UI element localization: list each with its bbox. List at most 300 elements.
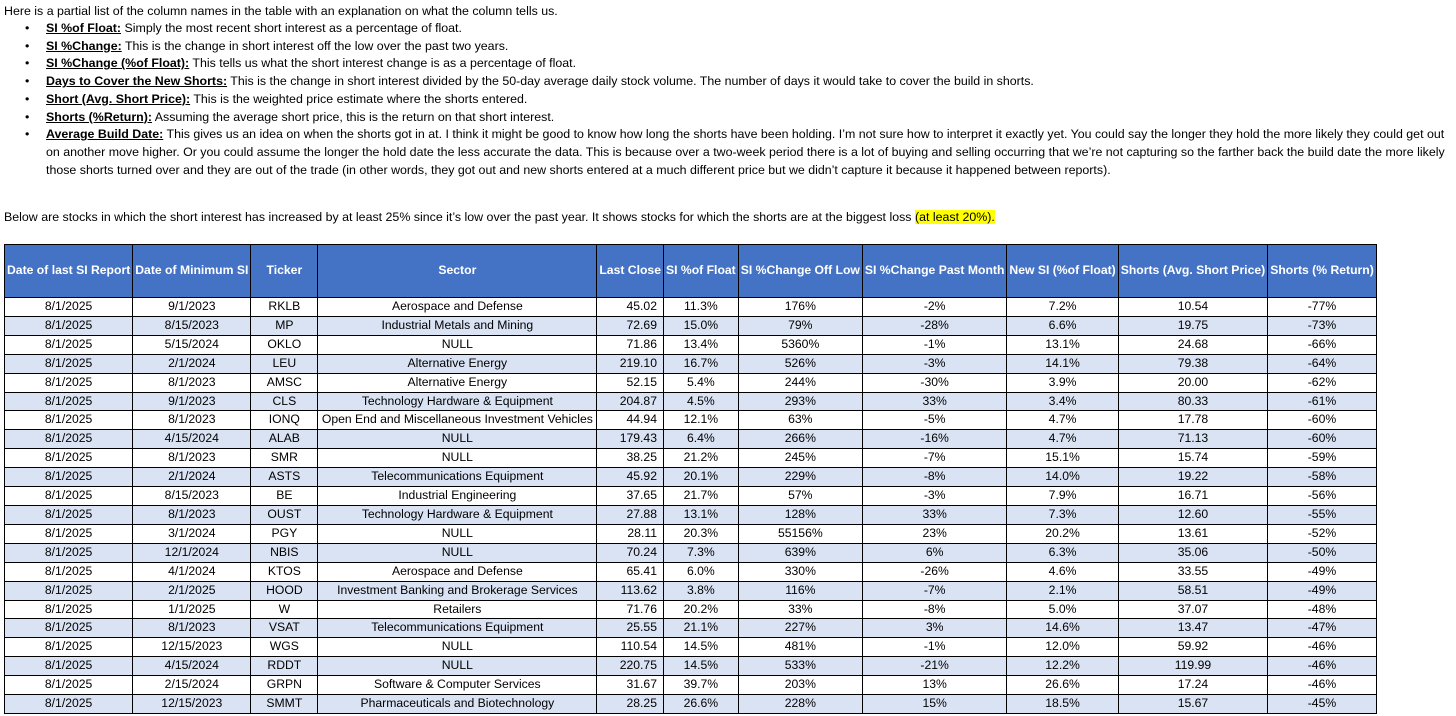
cell-si-float: 6.4% <box>663 430 738 449</box>
cell-ticker: OKLO <box>251 335 318 354</box>
cell-ticker: NBIS <box>251 543 318 562</box>
cell-si-change-off-low: 639% <box>738 543 862 562</box>
cell-last-si-date: 8/1/2025 <box>5 449 133 468</box>
cell-si-change-off-low: 57% <box>738 487 862 506</box>
definition-item <box>0 38 1456 56</box>
cell-si-float: 7.3% <box>663 543 738 562</box>
table-row <box>5 562 1377 581</box>
cell-last-si-date: 8/1/2025 <box>5 562 133 581</box>
cell-avg-short-price: 12.60 <box>1118 505 1267 524</box>
col-header-sector: Sector <box>318 245 597 298</box>
cell-min-si-date: 12/15/2023 <box>133 638 251 657</box>
cell-si-change-off-low: 128% <box>738 505 862 524</box>
cell-sector: Technology Hardware & Equipment <box>318 505 597 524</box>
cell-last-si-date: 8/1/2025 <box>5 619 133 638</box>
table-intro-text: Below are stocks in which the short interest has increased by at least 25% since it’s low over the past year. It shows stocks for which the shorts are at the biggest loss <box>4 210 915 224</box>
cell-si-change-past-month: -21% <box>862 657 1007 676</box>
cell-min-si-date: 4/1/2024 <box>133 562 251 581</box>
cell-si-change-off-low: 227% <box>738 619 862 638</box>
cell-avg-short-price: 17.24 <box>1118 676 1267 695</box>
table-row <box>5 430 1377 449</box>
cell-short-return: -49% <box>1268 581 1377 600</box>
col-header-min-si-date: Date of Minimum SI <box>133 245 251 298</box>
table-row <box>5 411 1377 430</box>
definition-text: This is the weighted price estimate where the shorts entered. <box>190 91 528 106</box>
intro-text: Here is a partial list of the column names in the table with an explanation on what the column tells us. <box>4 4 558 18</box>
table-row <box>5 543 1377 562</box>
table-row <box>5 676 1377 695</box>
cell-short-return: -61% <box>1268 392 1377 411</box>
cell-si-float: 21.1% <box>663 619 738 638</box>
cell-si-change-past-month: -28% <box>862 316 1007 335</box>
cell-short-return: -62% <box>1268 373 1377 392</box>
cell-avg-short-price: 13.61 <box>1118 524 1267 543</box>
cell-si-change-past-month: -2% <box>862 298 1007 317</box>
cell-si-float: 21.2% <box>663 449 738 468</box>
table-row <box>5 316 1377 335</box>
cell-si-change-off-low: 266% <box>738 430 862 449</box>
definition-item <box>0 91 1456 109</box>
cell-si-float: 13.1% <box>663 505 738 524</box>
cell-avg-short-price: 59.92 <box>1118 638 1267 657</box>
cell-sector: Software & Computer Services <box>318 676 597 695</box>
cell-new-si: 6.6% <box>1007 316 1118 335</box>
cell-si-change-off-low: 203% <box>738 676 862 695</box>
cell-last-close: 38.25 <box>597 449 664 468</box>
cell-ticker: GRPN <box>251 676 318 695</box>
cell-new-si: 2.1% <box>1007 581 1118 600</box>
cell-avg-short-price: 15.67 <box>1118 695 1267 714</box>
cell-si-change-past-month: 15% <box>862 695 1007 714</box>
cell-new-si: 15.1% <box>1007 449 1118 468</box>
cell-new-si: 26.6% <box>1007 676 1118 695</box>
cell-si-change-past-month: 13% <box>862 676 1007 695</box>
cell-min-si-date: 8/1/2023 <box>133 449 251 468</box>
cell-last-close: 25.55 <box>597 619 664 638</box>
cell-last-close: 72.69 <box>597 316 664 335</box>
cell-short-return: -73% <box>1268 316 1377 335</box>
cell-last-si-date: 8/1/2025 <box>5 411 133 430</box>
cell-last-close: 204.87 <box>597 392 664 411</box>
cell-last-si-date: 8/1/2025 <box>5 638 133 657</box>
cell-last-si-date: 8/1/2025 <box>5 298 133 317</box>
definition-text: This is the change in short interest divided by the 50-day average daily stock volume. The number of days it would take to cover the build in shorts. <box>227 74 1034 89</box>
bullet-icon: • <box>25 91 30 106</box>
cell-new-si: 14.1% <box>1007 354 1118 373</box>
cell-ticker: BE <box>251 487 318 506</box>
table-intro-paragraph <box>4 209 995 227</box>
cell-short-return: -77% <box>1268 298 1377 317</box>
cell-sector: Retailers <box>318 600 597 619</box>
definition-term: Shorts (%Return): <box>46 109 153 124</box>
cell-new-si: 7.9% <box>1007 487 1118 506</box>
cell-min-si-date: 2/15/2024 <box>133 676 251 695</box>
cell-last-si-date: 8/1/2025 <box>5 468 133 487</box>
cell-avg-short-price: 19.22 <box>1118 468 1267 487</box>
cell-ticker: OUST <box>251 505 318 524</box>
cell-new-si: 18.5% <box>1007 695 1118 714</box>
table-row <box>5 487 1377 506</box>
definition-item <box>0 20 1456 38</box>
cell-si-change-off-low: 533% <box>738 657 862 676</box>
cell-si-change-off-low: 5360% <box>738 335 862 354</box>
cell-sector: Investment Banking and Brokerage Services <box>318 581 597 600</box>
table-row <box>5 638 1377 657</box>
cell-min-si-date: 8/15/2023 <box>133 487 251 506</box>
definition-item <box>0 73 1456 91</box>
cell-avg-short-price: 20.00 <box>1118 373 1267 392</box>
cell-min-si-date: 1/1/2025 <box>133 600 251 619</box>
cell-si-float: 26.6% <box>663 695 738 714</box>
cell-si-change-past-month: 6% <box>862 543 1007 562</box>
col-header-si-change-past-month: SI %Change Past Month <box>862 245 1007 298</box>
cell-min-si-date: 4/15/2024 <box>133 430 251 449</box>
col-header-ticker: Ticker <box>251 245 318 298</box>
cell-last-si-date: 8/1/2025 <box>5 695 133 714</box>
cell-short-return: -48% <box>1268 600 1377 619</box>
definition-term: Short (Avg. Short Price): <box>46 91 191 106</box>
cell-sector: NULL <box>318 524 597 543</box>
table-row <box>5 524 1377 543</box>
cell-ticker: AMSC <box>251 373 318 392</box>
cell-ticker: IONQ <box>251 411 318 430</box>
cell-ticker: SMR <box>251 449 318 468</box>
definition-term: SI %Change: <box>46 38 122 53</box>
col-header-si-float: SI %of Float <box>663 245 738 298</box>
cell-avg-short-price: 13.47 <box>1118 619 1267 638</box>
cell-si-change-off-low: 244% <box>738 373 862 392</box>
cell-ticker: ALAB <box>251 430 318 449</box>
cell-short-return: -52% <box>1268 524 1377 543</box>
cell-sector: Alternative Energy <box>318 354 597 373</box>
table-row <box>5 354 1377 373</box>
definition-item <box>0 126 1456 179</box>
cell-new-si: 13.1% <box>1007 335 1118 354</box>
cell-short-return: -58% <box>1268 468 1377 487</box>
cell-last-close: 110.54 <box>597 638 664 657</box>
cell-last-close: 27.88 <box>597 505 664 524</box>
cell-ticker: SMMT <box>251 695 318 714</box>
cell-si-change-off-low: 229% <box>738 468 862 487</box>
cell-short-return: -56% <box>1268 487 1377 506</box>
cell-si-float: 39.7% <box>663 676 738 695</box>
cell-ticker: VSAT <box>251 619 318 638</box>
cell-avg-short-price: 71.13 <box>1118 430 1267 449</box>
cell-last-close: 220.75 <box>597 657 664 676</box>
cell-min-si-date: 2/1/2024 <box>133 468 251 487</box>
table-row <box>5 657 1377 676</box>
cell-si-change-past-month: -1% <box>862 638 1007 657</box>
cell-si-change-past-month: -26% <box>862 562 1007 581</box>
cell-new-si: 12.0% <box>1007 638 1118 657</box>
bullet-icon: • <box>25 74 30 89</box>
definition-item <box>0 55 1456 73</box>
cell-si-change-past-month: -7% <box>862 449 1007 468</box>
cell-si-float: 6.0% <box>663 562 738 581</box>
table-row <box>5 392 1377 411</box>
cell-si-change-past-month: 3% <box>862 619 1007 638</box>
cell-last-close: 37.65 <box>597 487 664 506</box>
cell-min-si-date: 8/1/2023 <box>133 505 251 524</box>
cell-si-float: 14.5% <box>663 638 738 657</box>
cell-sector: Technology Hardware & Equipment <box>318 392 597 411</box>
cell-last-close: 219.10 <box>597 354 664 373</box>
cell-min-si-date: 3/1/2024 <box>133 524 251 543</box>
cell-si-change-off-low: 330% <box>738 562 862 581</box>
cell-si-change-past-month: -1% <box>862 335 1007 354</box>
highlighted-text: (at least 20%). <box>914 210 995 224</box>
cell-si-float: 14.5% <box>663 657 738 676</box>
table-row <box>5 298 1377 317</box>
cell-si-change-past-month: 23% <box>862 524 1007 543</box>
cell-sector: NULL <box>318 657 597 676</box>
cell-last-close: 70.24 <box>597 543 664 562</box>
cell-min-si-date: 5/15/2024 <box>133 335 251 354</box>
table-row <box>5 581 1377 600</box>
cell-sector: Aerospace and Defense <box>318 562 597 581</box>
cell-si-float: 11.3% <box>663 298 738 317</box>
cell-si-float: 20.1% <box>663 468 738 487</box>
cell-last-si-date: 8/1/2025 <box>5 543 133 562</box>
cell-new-si: 7.2% <box>1007 298 1118 317</box>
cell-si-change-past-month: -8% <box>862 468 1007 487</box>
definition-item <box>0 109 1456 127</box>
cell-new-si: 3.4% <box>1007 392 1118 411</box>
cell-ticker: RDDT <box>251 657 318 676</box>
cell-ticker: PGY <box>251 524 318 543</box>
table-row <box>5 335 1377 354</box>
definition-text: Assuming the average short price, this is the return on that short interest. <box>152 109 555 124</box>
cell-min-si-date: 8/15/2023 <box>133 316 251 335</box>
cell-new-si: 4.6% <box>1007 562 1118 581</box>
cell-sector: Alternative Energy <box>318 373 597 392</box>
cell-last-si-date: 8/1/2025 <box>5 524 133 543</box>
short-interest-table <box>4 244 1377 714</box>
cell-sector: NULL <box>318 449 597 468</box>
cell-ticker: WGS <box>251 638 318 657</box>
cell-si-change-off-low: 33% <box>738 600 862 619</box>
cell-last-si-date: 8/1/2025 <box>5 581 133 600</box>
cell-si-change-past-month: -5% <box>862 411 1007 430</box>
cell-last-si-date: 8/1/2025 <box>5 600 133 619</box>
cell-si-change-past-month: -3% <box>862 354 1007 373</box>
cell-avg-short-price: 19.75 <box>1118 316 1267 335</box>
cell-last-close: 179.43 <box>597 430 664 449</box>
cell-si-float: 16.7% <box>663 354 738 373</box>
cell-short-return: -50% <box>1268 543 1377 562</box>
cell-si-change-off-low: 481% <box>738 638 862 657</box>
cell-last-si-date: 8/1/2025 <box>5 354 133 373</box>
cell-new-si: 7.3% <box>1007 505 1118 524</box>
col-header-short-return: Shorts (% Return) <box>1268 245 1377 298</box>
cell-min-si-date: 8/1/2023 <box>133 373 251 392</box>
cell-si-float: 20.2% <box>663 600 738 619</box>
table-row <box>5 695 1377 714</box>
cell-si-change-past-month: -30% <box>862 373 1007 392</box>
cell-sector: Open End and Miscellaneous Investment Vehicles <box>318 411 597 430</box>
cell-last-si-date: 8/1/2025 <box>5 657 133 676</box>
table-body <box>5 298 1377 714</box>
cell-short-return: -46% <box>1268 657 1377 676</box>
cell-sector: NULL <box>318 430 597 449</box>
cell-min-si-date: 12/1/2024 <box>133 543 251 562</box>
cell-last-close: 45.92 <box>597 468 664 487</box>
cell-avg-short-price: 79.38 <box>1118 354 1267 373</box>
col-header-new-si: New SI (%of Float) <box>1007 245 1118 298</box>
cell-min-si-date: 8/1/2023 <box>133 619 251 638</box>
cell-ticker: CLS <box>251 392 318 411</box>
table-row <box>5 373 1377 392</box>
definition-term: Average Build Date: <box>46 127 164 142</box>
cell-ticker: W <box>251 600 318 619</box>
col-header-last-close: Last Close <box>597 245 664 298</box>
cell-last-si-date: 8/1/2025 <box>5 487 133 506</box>
cell-si-float: 21.7% <box>663 487 738 506</box>
col-header-last-si-date: Date of last SI Report <box>5 245 133 298</box>
cell-si-change-past-month: 33% <box>862 392 1007 411</box>
cell-last-si-date: 8/1/2025 <box>5 316 133 335</box>
cell-si-float: 4.5% <box>663 392 738 411</box>
cell-avg-short-price: 37.07 <box>1118 600 1267 619</box>
definition-text: Simply the most recent short interest as a percentage of float. <box>121 21 462 35</box>
cell-si-change-past-month: -16% <box>862 430 1007 449</box>
cell-sector: Industrial Metals and Mining <box>318 316 597 335</box>
cell-si-change-past-month: -3% <box>862 487 1007 506</box>
cell-si-change-off-low: 228% <box>738 695 862 714</box>
cell-new-si: 5.0% <box>1007 600 1118 619</box>
cell-ticker: LEU <box>251 354 318 373</box>
cell-si-float: 13.4% <box>663 335 738 354</box>
cell-last-close: 52.15 <box>597 373 664 392</box>
cell-si-change-off-low: 79% <box>738 316 862 335</box>
column-definitions-list <box>0 20 1456 179</box>
cell-last-close: 65.41 <box>597 562 664 581</box>
cell-short-return: -46% <box>1268 638 1377 657</box>
cell-sector: Pharmaceuticals and Biotechnology <box>318 695 597 714</box>
cell-new-si: 4.7% <box>1007 411 1118 430</box>
cell-avg-short-price: 15.74 <box>1118 449 1267 468</box>
definition-text: This gives us an idea on when the shorts got in at. I think it might be good to know how long the shorts have been holding. I’m not sure how to interpret it exactly yet. You could say the longer they hold the more likely they could get out on another move higher. Or you could assume the longer the hold date the less accurate the data. This is because over a two-week period there is a lot of buying and selling occurring that we’re not capturing so the farther back the build date the more likely those shorts turned over and they are out of the trade (in other words, they got out and new shorts entered at a much different price but we didn’t capture it because it happened between reports). <box>46 127 1445 177</box>
cell-last-si-date: 8/1/2025 <box>5 335 133 354</box>
cell-last-close: 28.11 <box>597 524 664 543</box>
cell-min-si-date: 9/1/2023 <box>133 392 251 411</box>
definition-term: SI %Change (%of Float): <box>46 56 190 71</box>
cell-short-return: -45% <box>1268 695 1377 714</box>
cell-sector: NULL <box>318 638 597 657</box>
bullet-icon: • <box>25 127 30 142</box>
cell-avg-short-price: 10.54 <box>1118 298 1267 317</box>
cell-last-close: 28.25 <box>597 695 664 714</box>
cell-new-si: 20.2% <box>1007 524 1118 543</box>
cell-last-close: 44.94 <box>597 411 664 430</box>
cell-sector: NULL <box>318 543 597 562</box>
cell-ticker: ASTS <box>251 468 318 487</box>
definition-text: This tells us what the short interest change is as a percentage of float. <box>189 56 577 71</box>
definition-text: This is the change in short interest off the low over the past two years. <box>121 38 509 53</box>
cell-new-si: 12.2% <box>1007 657 1118 676</box>
cell-min-si-date: 2/1/2024 <box>133 354 251 373</box>
cell-avg-short-price: 58.51 <box>1118 581 1267 600</box>
bullet-icon: • <box>25 56 30 71</box>
cell-min-si-date: 8/1/2023 <box>133 411 251 430</box>
definition-term: Days to Cover the New Shorts: <box>46 74 228 89</box>
cell-si-change-off-low: 293% <box>738 392 862 411</box>
cell-new-si: 14.6% <box>1007 619 1118 638</box>
cell-short-return: -55% <box>1268 505 1377 524</box>
cell-min-si-date: 2/1/2025 <box>133 581 251 600</box>
cell-new-si: 14.0% <box>1007 468 1118 487</box>
cell-short-return: -66% <box>1268 335 1377 354</box>
cell-avg-short-price: 35.06 <box>1118 543 1267 562</box>
table-row <box>5 600 1377 619</box>
cell-last-si-date: 8/1/2025 <box>5 430 133 449</box>
cell-short-return: -64% <box>1268 354 1377 373</box>
cell-sector: Aerospace and Defense <box>318 298 597 317</box>
cell-avg-short-price: 16.71 <box>1118 487 1267 506</box>
definition-term: SI %of Float: <box>46 21 122 35</box>
cell-sector: Telecommunications Equipment <box>318 619 597 638</box>
cell-min-si-date: 12/15/2023 <box>133 695 251 714</box>
cell-short-return: -60% <box>1268 411 1377 430</box>
cell-min-si-date: 4/15/2024 <box>133 657 251 676</box>
cell-si-change-off-low: 63% <box>738 411 862 430</box>
cell-avg-short-price: 80.33 <box>1118 392 1267 411</box>
cell-sector: NULL <box>318 335 597 354</box>
cell-si-float: 20.3% <box>663 524 738 543</box>
table-header-row <box>5 245 1377 298</box>
cell-avg-short-price: 24.68 <box>1118 335 1267 354</box>
cell-last-close: 71.76 <box>597 600 664 619</box>
cell-min-si-date: 9/1/2023 <box>133 298 251 317</box>
cell-last-close: 113.62 <box>597 581 664 600</box>
cell-ticker: KTOS <box>251 562 318 581</box>
table-row <box>5 468 1377 487</box>
cell-si-change-past-month: 33% <box>862 505 1007 524</box>
cell-last-close: 31.67 <box>597 676 664 695</box>
cell-new-si: 3.9% <box>1007 373 1118 392</box>
cell-ticker: HOOD <box>251 581 318 600</box>
cell-si-float: 15.0% <box>663 316 738 335</box>
cell-sector: Industrial Engineering <box>318 487 597 506</box>
cell-last-close: 71.86 <box>597 335 664 354</box>
cell-si-change-past-month: -7% <box>862 581 1007 600</box>
table-row <box>5 449 1377 468</box>
cell-new-si: 6.3% <box>1007 543 1118 562</box>
cell-short-return: -47% <box>1268 619 1377 638</box>
cell-si-change-off-low: 55156% <box>738 524 862 543</box>
cell-si-change-off-low: 176% <box>738 298 862 317</box>
cell-short-return: -49% <box>1268 562 1377 581</box>
cell-si-change-off-low: 245% <box>738 449 862 468</box>
cell-si-change-past-month: -8% <box>862 600 1007 619</box>
bullet-icon: • <box>25 21 30 35</box>
cell-si-change-off-low: 116% <box>738 581 862 600</box>
cell-avg-short-price: 119.99 <box>1118 657 1267 676</box>
table-row <box>5 505 1377 524</box>
cell-avg-short-price: 17.78 <box>1118 411 1267 430</box>
bullet-icon: • <box>25 38 30 53</box>
col-header-avg-short-price: Shorts (Avg. Short Price) <box>1118 245 1267 298</box>
cell-sector: Telecommunications Equipment <box>318 468 597 487</box>
cell-si-float: 3.8% <box>663 581 738 600</box>
cell-si-float: 12.1% <box>663 411 738 430</box>
cell-last-si-date: 8/1/2025 <box>5 505 133 524</box>
cell-si-change-off-low: 526% <box>738 354 862 373</box>
cell-last-si-date: 8/1/2025 <box>5 676 133 695</box>
cell-last-close: 45.02 <box>597 298 664 317</box>
cell-short-return: -59% <box>1268 449 1377 468</box>
cell-short-return: -60% <box>1268 430 1377 449</box>
